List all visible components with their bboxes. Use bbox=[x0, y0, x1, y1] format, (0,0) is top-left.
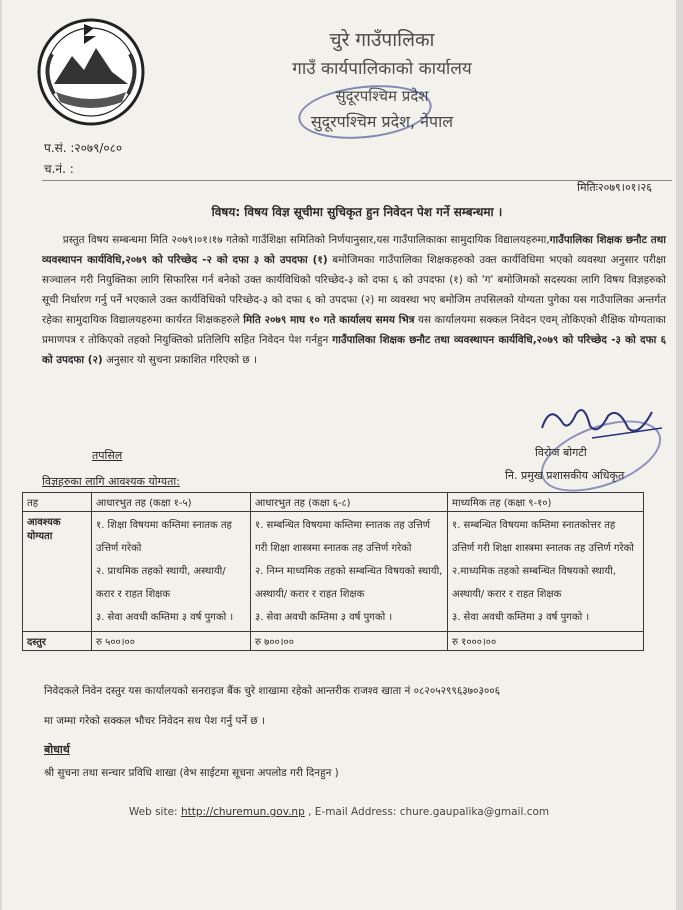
body-bold-1: गाउँपालिका शिक्षक छनौट तथा व्यवस्थापन कार्यविधि,२०७९ को परिच्छेद -२ को दफा ३ को उपदफा (१) bbox=[42, 234, 666, 266]
nepal-emblem-icon bbox=[32, 14, 150, 126]
notice-page bbox=[2, 0, 676, 910]
reference-number: प.सं. :२०७९/०८० bbox=[44, 141, 123, 155]
table-header-row bbox=[23, 493, 644, 512]
footer bbox=[2, 806, 676, 818]
fee-label: दस्तुर bbox=[23, 632, 92, 651]
body-text-1: प्रस्तुत विषय सम्बन्धमा मिति २०७९।०१।१७ गतेको गाउँशिक्षा समितिको निर्णयानुसार,यस गाउँपालिकाका सामुदायिक विद्यालयहरुमा, bbox=[62, 234, 550, 246]
table-cell bbox=[251, 512, 448, 632]
table-header: माध्यमिक तह (कक्षा ९-१०) bbox=[448, 493, 644, 512]
province-line: सुदूरपश्चिम प्रदेश bbox=[335, 87, 429, 105]
cell-line: ३. सेवा अवधी कम्तिमा ३ वर्ष पुगको । bbox=[96, 612, 234, 623]
notice-date: मितिः२०७९।०१।२६ bbox=[577, 181, 652, 194]
row-label: आवश्यक योग्यता bbox=[23, 512, 92, 632]
body-text-4: अनुसार यो सुचना प्रकाशित गरिएको छ । bbox=[105, 354, 257, 366]
fee-cell: रु ७००।०० bbox=[251, 632, 448, 651]
table-subtitle: विज्ञहरुका लागि आवश्यक योग्यता: bbox=[42, 475, 180, 488]
cell-line: ३. सेवा अवधी कम्तिमा ३ वर्ष पुगको । bbox=[452, 612, 590, 623]
bodhartha-line: श्री सुचना तथा सन्चार प्रविधि शाखा (वेभ साईटमा सूचना अपलोड गरी दिनहुन ) bbox=[44, 767, 339, 779]
qualification-table bbox=[22, 492, 644, 651]
cell-line: २. निम्न माध्यमिक तहको सम्बन्धित विषयको स्थायी, अस्थायी/ करार र राहत शिक्षक bbox=[255, 566, 443, 600]
dispatch-number: च.नं. : bbox=[44, 162, 74, 176]
address-line: सुदूरपश्चिम प्रदेश, नेपाल bbox=[310, 112, 454, 131]
table-title: तपसिल bbox=[92, 449, 123, 462]
table-header: तह bbox=[23, 493, 92, 512]
website-link[interactable]: http://churemun.gov.np bbox=[180, 806, 305, 818]
municipality-name: चुरे गाउँपालिका bbox=[329, 29, 435, 51]
notice-subject: विषय: विषय विज्ञ सूचीमा सुचिकृत हुन निवेदन पेश गर्ने सम्बन्धमा । bbox=[211, 205, 503, 219]
payment-instruction: निवेदकले निवेन दस्तुर यस कार्यालयको सनराइज बैंक चुरे शाखामा रहेको आन्तरीक राजश्व खाता नं ०८२०५२९९६३७०३००६ bbox=[44, 685, 501, 697]
email-text: , E-mail Address: chure.gaupalika@gmail.com bbox=[304, 806, 550, 818]
notice-body bbox=[42, 230, 666, 370]
body-text-2: बमोजिमका गाउँपालिका शिक्षकहरुको उक्त कार्यविधिमा भएको व्यवस्था अनुसार परीक्षा सञ्चालन गरी नियुक्तिका लागि सिफारिस गर्न बनेको उक्त कार्यविधिको परिच्छेद-३ को दफा ६ को उपदफा (१) को 'ग' बमोजिमको सदस्यका लागि विषय विज्ञहरुको सूची निर्धारण गर्नु पर्ने भएकाले उक्त कार्यविधिको परिच्छेद-३ को दफा ६ को उपदफा (२) मा व्यवस्था भए बमोजिम तपसिलको योग्यता पुगेका यस गाउँपालिका अन्तर्गत रहेका सामुदायिक विद्यालयहरुमा कार्यरत शिक्षकहरुले bbox=[42, 254, 666, 326]
table-cell bbox=[448, 512, 644, 632]
body-bold-3: गाउँपालिका शिक्षक छनौट तथा व्यवस्थापन कार्यविधि,२०७९ को परिच्छेद -३ को दफा ६ को उपदफा (२) bbox=[42, 334, 666, 366]
cell-line: १. सम्बन्धित विषयमा कम्तिमा स्नातकोत्तर तह उत्तिर्ण गरी शिक्षा शास्त्रमा स्नातक तह उत्तिर्ण गरेको bbox=[452, 520, 634, 554]
office-name: गाउँ कार्यपालिकाको कार्यालय bbox=[292, 59, 472, 79]
cell-line: ३. सेवा अवधी कम्तिमा ३ वर्ष पुगको । bbox=[255, 612, 393, 623]
cell-line: २. प्राथमिक तहको स्थायी, अस्थायी/ करार र राहत शिक्षक bbox=[96, 566, 226, 600]
cell-line: १. शिक्षा विषयमा कम्तिमा स्नातक तह उत्तिर्ण गरेको bbox=[96, 520, 232, 554]
signatory-title: नि. प्रमुख प्रशासकीय अधिकृत bbox=[505, 469, 625, 482]
table-cell bbox=[92, 512, 251, 632]
web-label: Web site: bbox=[128, 806, 181, 818]
fee-cell: रु ५००।०० bbox=[92, 632, 251, 651]
payment-instruction-2: मा जम्मा गरेको सक्कल भौचर निवेदन सथ पेश गर्नु पर्ने छ । bbox=[44, 715, 265, 727]
cell-line: २.माध्यमिक तहको सम्बन्धित विषयको स्थायी, अस्थायी/ करार र राहत शिक्षक bbox=[452, 566, 616, 600]
table-header: आधारभुत तह (कक्षा ६-८) bbox=[251, 493, 448, 512]
bodhartha-title: बोधार्थ bbox=[44, 743, 70, 756]
signatory-name: विरोज बोगटी bbox=[535, 446, 587, 459]
cell-line: १. सम्बन्धित विषयमा कम्तिमा स्नातक तह उत्तिर्ण गरी शिक्षा शास्त्रमा स्नातक तह उत्तिर्ण गरेको bbox=[255, 520, 431, 554]
table-row bbox=[23, 512, 644, 632]
fee-cell: रु १०००।०० bbox=[448, 632, 644, 651]
body-bold-2: मिति २०७९ माघ १० गते कार्यालय समय भित्र bbox=[243, 314, 415, 326]
table-header: आधारभुत तह (कक्षा १-५) bbox=[92, 493, 251, 512]
body-text-3: यस कार्यालयमा सक्कल निवेदन एवम् तोकिएको शैक्षिक योग्यताका प्रमाणपत्र र तोकिएको तहको नियुक्तिको प्रतिलिपि सहित निवेदन पेश गर्नहुन bbox=[42, 314, 666, 346]
fee-row bbox=[23, 632, 644, 651]
